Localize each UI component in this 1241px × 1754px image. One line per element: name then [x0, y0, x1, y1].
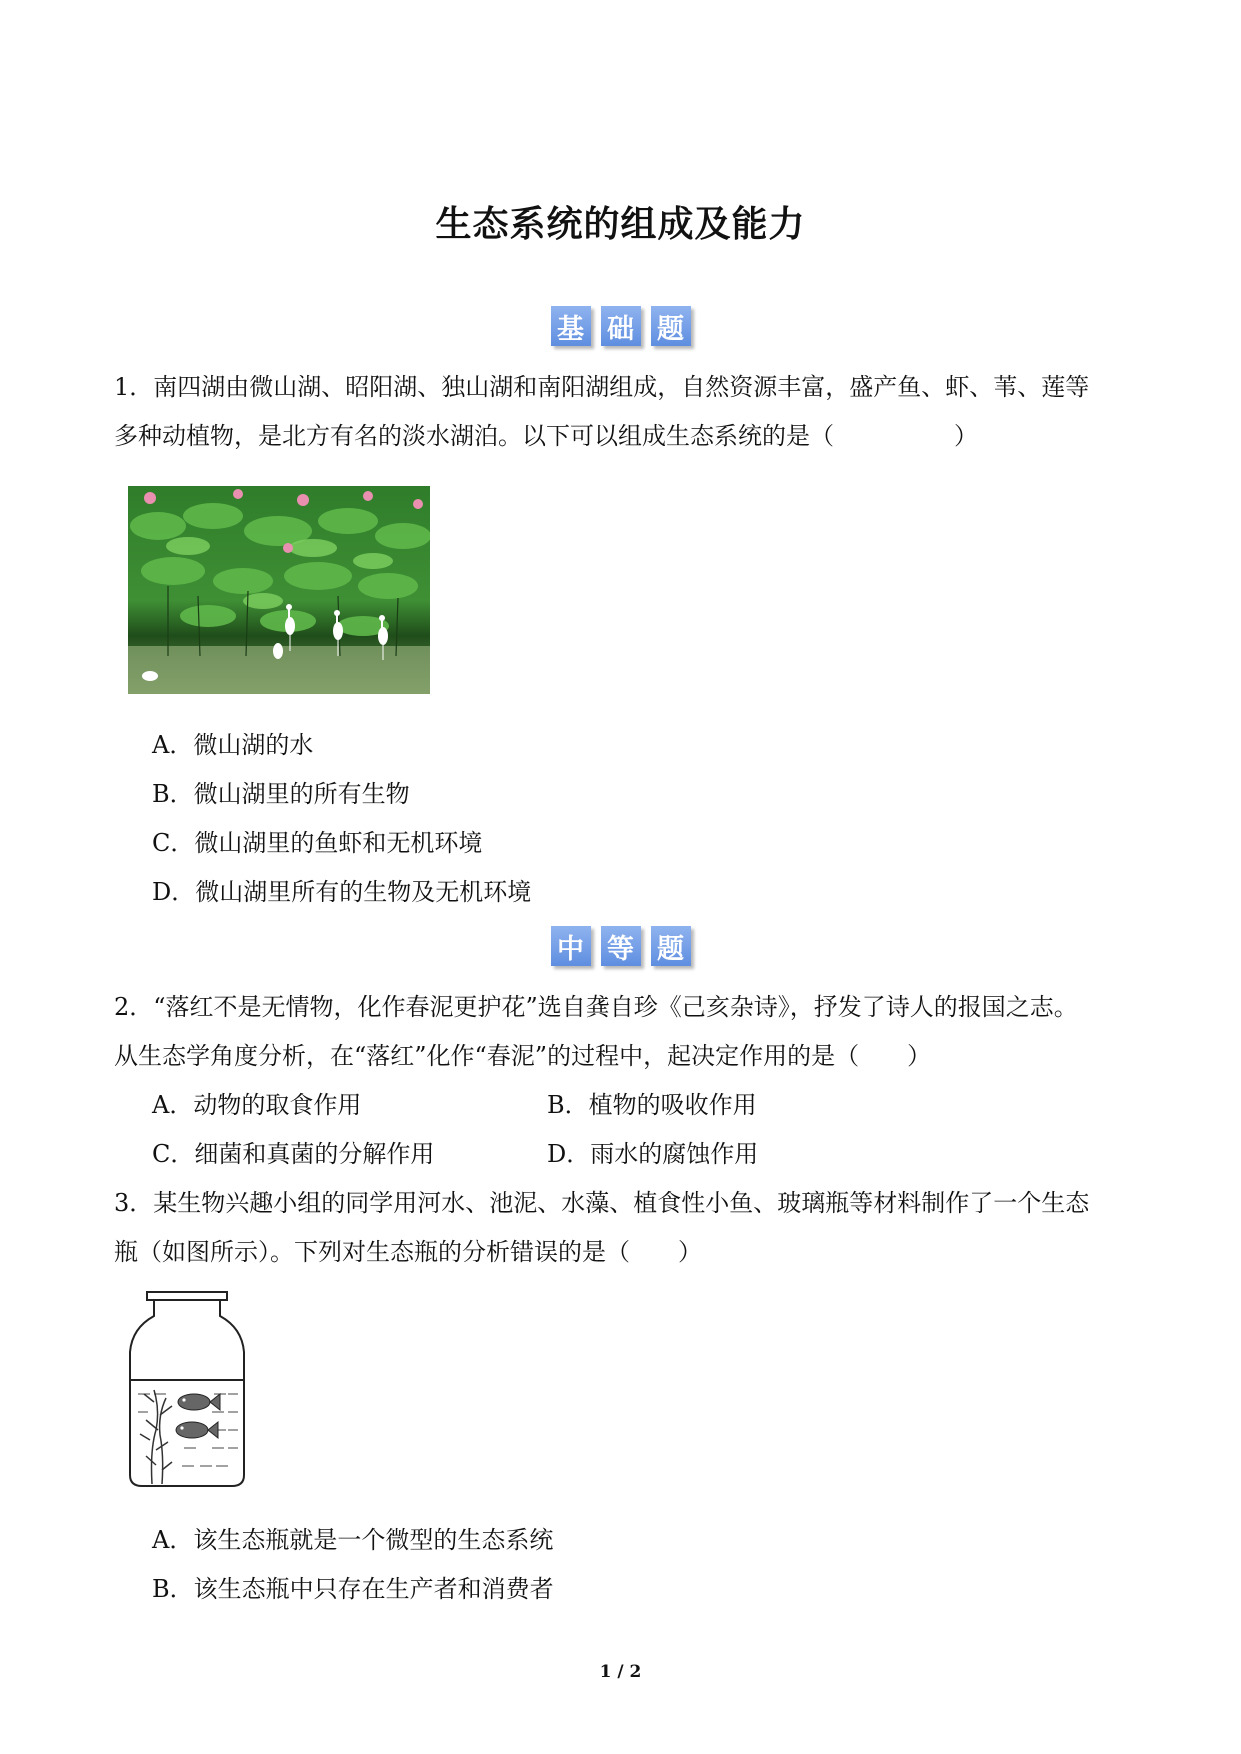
question-2-text: 2．“落红不是无情物，化作春泥更护花”选自龚自珍《己亥杂诗》，抒发了诗人的报国之志。 — [114, 993, 1078, 1021]
question-3-text: 3．某生物兴趣小组的同学用河水、池泥、水藻、植食性小鱼、玻璃瓶等材料制作了一个生态 — [114, 1189, 1090, 1217]
question-1-text: 1．南四湖由微山湖、昭阳湖、独山湖和南阳湖组成，自然资源丰富，盛产鱼、虾、苇、莲等 — [114, 373, 1090, 401]
section-badge-char: 中 — [551, 926, 591, 966]
section-badge-char: 基 — [551, 306, 591, 346]
option-b: B．微山湖里的所有生物 — [152, 780, 410, 808]
option-c: C．微山湖里的鱼虾和无机环境 — [152, 829, 483, 857]
section-badge-char: 础 — [601, 306, 641, 346]
question-1-text: 多种动植物，是北方有名的淡水湖泊。以下可以组成生态系统的是（ ） — [114, 422, 978, 450]
option-c: C．细菌和真菌的分解作用 — [152, 1140, 435, 1168]
ecosystem-bottle-figure — [124, 1290, 250, 1490]
option-d: D．雨水的腐蚀作用 — [547, 1140, 759, 1168]
page-title: 生态系统的组成及能力 — [435, 204, 806, 245]
option-d: D．微山湖里所有的生物及无机环境 — [152, 878, 532, 906]
option-a: A．该生态瓶就是一个微型的生态系统 — [152, 1526, 554, 1554]
section-badge-char: 题 — [651, 306, 691, 346]
section-badge-char: 题 — [651, 926, 691, 966]
section-badge-basic — [0, 306, 1241, 346]
section-badge-medium — [0, 926, 1241, 966]
question-3-text: 瓶（如图所示）。下列对生态瓶的分析错误的是（ ） — [114, 1238, 702, 1266]
option-a: A．动物的取食作用 — [152, 1091, 362, 1119]
option-b: B．植物的吸收作用 — [547, 1091, 757, 1119]
page-number: 1 / 2 — [599, 1662, 642, 1682]
question-2-text: 从生态学角度分析，在“落红”化作“春泥”的过程中，起决定作用的是（ ） — [114, 1042, 932, 1070]
lotus-egret-photo — [128, 486, 430, 694]
option-b: B．该生态瓶中只存在生产者和消费者 — [152, 1575, 554, 1603]
option-a: A．微山湖的水 — [152, 731, 314, 759]
section-badge-char: 等 — [601, 926, 641, 966]
